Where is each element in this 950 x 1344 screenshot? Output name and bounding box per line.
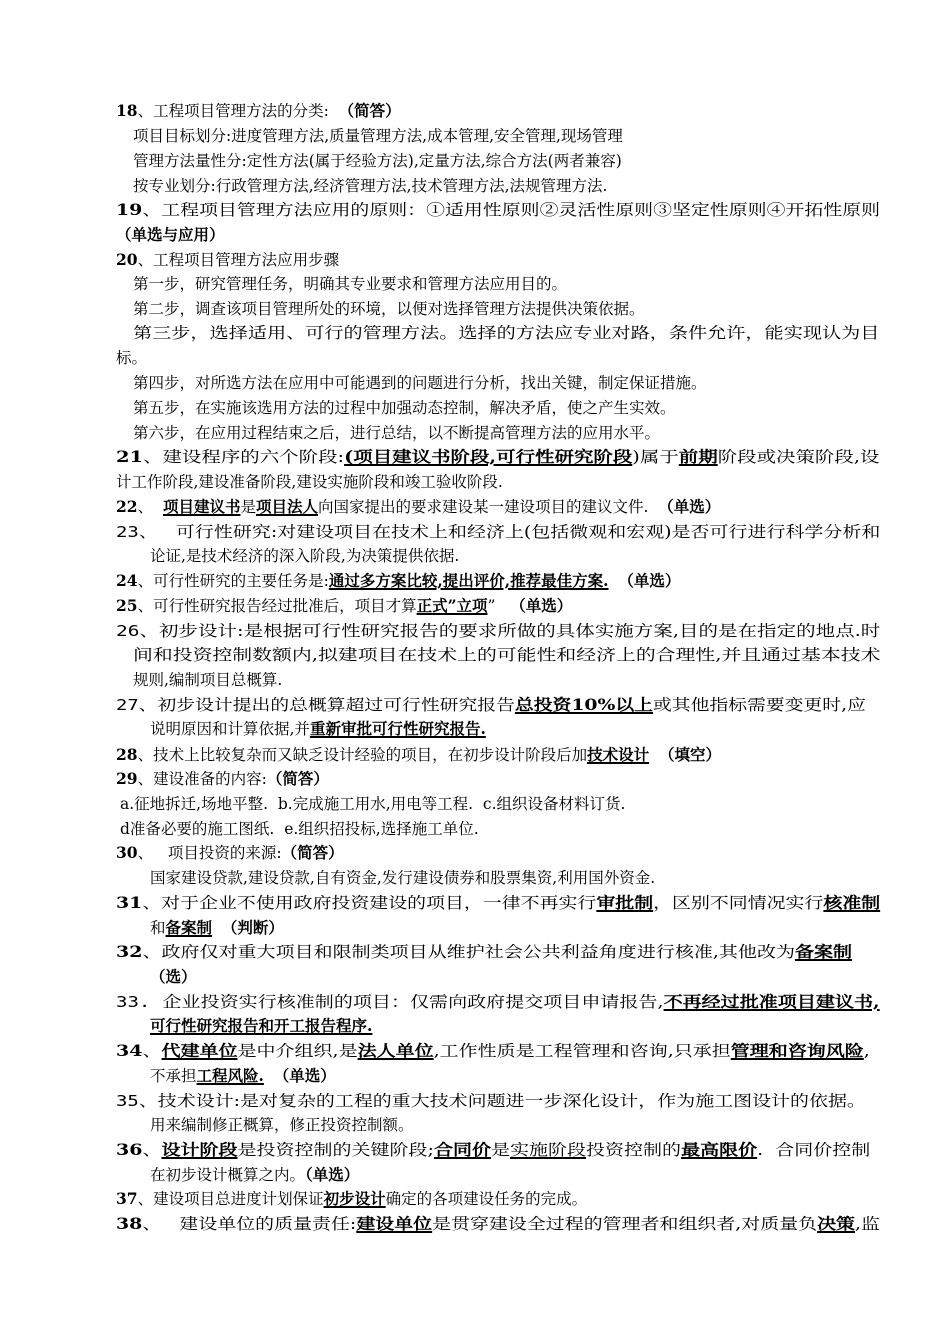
text-run: 是投资控制的关键阶段;	[237, 1141, 434, 1159]
item-20-step-4	[133, 372, 707, 394]
text-run: 法人单位	[357, 1041, 434, 1060]
text-run: )属于	[632, 448, 679, 466]
text-run: 是	[240, 498, 256, 516]
text-run: 32	[116, 942, 143, 961]
text-run: 设计阶段	[161, 1140, 238, 1159]
text-run: 、技术上比较复杂而又缺乏设计经验的项目，在初步设计阶段后加	[137, 746, 588, 764]
text-run: 企业投资实行核准制的项目：仅需向政府提交项目申请报告,	[150, 993, 664, 1011]
text-run	[609, 572, 619, 590]
item-20-step-2	[133, 298, 645, 320]
text-run: ,	[863, 1042, 870, 1060]
text-run: 间和投资控制数额内,拟建项目在技术上的可能性和经济上的合理性,并且通过基本技术	[133, 646, 881, 664]
text-run: 实施阶段	[510, 1141, 587, 1159]
text-run: 26	[116, 622, 140, 640]
text-run: d准备必要的施工图纸. e.组织招投标,选择施工单位.	[120, 820, 479, 838]
item-18-line-1	[133, 125, 623, 147]
text-run: 、 项目投资的来源:	[137, 844, 282, 862]
text-run: 用来编制修正概算，修正投资控制额。	[150, 1116, 414, 1134]
item-18-line-3	[133, 175, 607, 197]
text-run: 不承担	[150, 1067, 197, 1085]
item-37	[116, 1188, 587, 1210]
text-run: 代建单位	[161, 1041, 238, 1060]
text-run: 、可行性研究的主要任务是:	[137, 572, 329, 590]
text-run: 第三步，选择适用、可行的管理方法。选择的方法应专业对路，条件允许，能实现认为目	[133, 324, 880, 342]
text-run: 备案制	[165, 918, 213, 937]
text-run: （单选）	[305, 1165, 360, 1184]
text-run: 前期	[678, 447, 718, 466]
item-36-line-2	[150, 1164, 359, 1186]
text-run: 或其他指标需要变更时,应	[653, 696, 866, 714]
item-22	[116, 496, 720, 518]
text-run: 38	[116, 1214, 143, 1233]
item-33-line-1	[116, 991, 880, 1013]
text-run: （简答）	[338, 101, 401, 120]
item-18-line-2	[133, 150, 622, 172]
text-run: 34	[116, 1041, 143, 1060]
text-run: 总投资10%以上	[514, 695, 654, 714]
text-run: 27	[116, 696, 139, 714]
text-run: 第五步，在实施该选用方法的过程中加强动态控制，解决矛盾，使之产生实效。	[133, 399, 676, 417]
item-23-line-1	[116, 521, 880, 543]
text-run: 正式”立项	[416, 596, 488, 615]
text-run: 25	[116, 596, 138, 615]
item-18-title	[116, 100, 401, 122]
text-run: 阶段或决策阶段,设	[717, 448, 880, 466]
text-run: 33.	[116, 993, 151, 1011]
item-26-line-2	[133, 644, 880, 666]
text-run: 核准制	[823, 893, 881, 912]
text-run: 备案制	[794, 942, 853, 961]
text-run: 、工程项目管理方法应用步骤	[137, 251, 340, 269]
text-run: （单选）	[618, 571, 681, 590]
text-run: 第二步，调查该项目管理所处的环境，以便对选择管理方法提供决策依据。	[133, 300, 645, 318]
text-run: （简答）	[281, 843, 344, 862]
text-run: 计工作阶段,建设准备阶段,建设实施阶段和竣工验收阶段.	[116, 473, 503, 491]
text-run: 说明原因和计算依据,并	[150, 720, 310, 738]
text-run: 18	[116, 101, 138, 120]
text-run: 36	[116, 1140, 143, 1159]
text-run: 、建设程序的六个阶段:	[143, 448, 345, 466]
text-run: 第六步，在应用过程结束之后，进行总结，以不断提高管理方法的应用水平。	[133, 424, 661, 442]
text-run	[212, 919, 222, 937]
text-run: 通过多方案比较,提出评价,推荐最佳方案.	[328, 571, 609, 590]
text-run: 、初步设计:是根据可行性研究报告的要求所做的具体实施方案,目的是在指定的地点.时	[139, 622, 881, 640]
text-run	[264, 1067, 274, 1085]
text-run: （简答）	[266, 769, 329, 788]
text-run: 、工程项目管理方法应用的原则：①适用性原则②灵活性原则③坚定性原则④开拓性原则	[142, 201, 881, 219]
text-run: 项目法人	[255, 497, 318, 516]
text-run: （单选与应用）	[116, 225, 225, 244]
text-run: 21	[116, 447, 144, 466]
text-run: 工程风险.	[196, 1066, 264, 1085]
item-26-line-1	[116, 620, 880, 642]
item-20-step-3	[133, 322, 879, 344]
text-run: 论证,是技术经济的深入阶段,为决策提供依据.	[150, 547, 460, 565]
item-19-line-2	[116, 224, 225, 246]
text-run: . 合同价控制	[757, 1141, 871, 1159]
item-30-line-1	[150, 867, 655, 889]
item-19-title	[116, 199, 880, 221]
text-run: 重新审批可行性研究报告.	[309, 719, 486, 738]
text-run: 、初步设计提出的总概算超过可行性研究报告	[138, 696, 515, 714]
item-35-line-2	[150, 1114, 414, 1136]
text-run: 建设单位	[356, 1214, 433, 1233]
text-run: 技术设计	[587, 745, 650, 764]
text-run: （选）	[150, 967, 197, 986]
text-run: 20	[116, 250, 138, 269]
text-run: 可行性研究报告和开工报告程序.	[150, 1016, 373, 1035]
text-run: ,工作性质是工程管理和咨询,只承担	[433, 1042, 731, 1060]
text-run: 决策	[817, 1214, 856, 1233]
item-20-step-6	[133, 422, 660, 444]
text-run: 23	[116, 523, 139, 541]
text-run: 不再经过批准项目建议书,	[663, 992, 880, 1011]
text-run: 24	[116, 571, 138, 590]
item-21-line-2	[116, 471, 503, 493]
text-run: 是中介组织,是	[237, 1042, 358, 1060]
item-34-line-2	[150, 1065, 336, 1087]
item-29-title	[116, 768, 329, 790]
text-run: 向国家提出的要求建设某一建设项目的建议文件.	[317, 498, 659, 516]
text-run: 、 建设单位的质量责任:	[142, 1215, 357, 1233]
text-run: ”	[487, 597, 511, 615]
text-run: 确定的各项建设任务的完成。	[385, 1190, 588, 1208]
item-25	[116, 595, 572, 617]
text-run: 投资控制的	[586, 1141, 682, 1159]
item-31-line-2	[150, 917, 284, 939]
item-28	[116, 744, 721, 766]
text-run: 22	[116, 497, 138, 516]
item-38-line-1	[116, 1213, 880, 1235]
text-run: （填空）	[658, 745, 721, 764]
text-run: 和	[150, 919, 166, 937]
text-run: 19	[116, 200, 143, 219]
text-run: 管理和咨询风险	[730, 1041, 864, 1060]
text-run: 、 可行性研究:对建设项目在技术上和经济上(包括微观和宏观)是否可行进行科学分析和	[138, 523, 881, 541]
text-run: 、	[142, 1141, 162, 1159]
text-run	[649, 746, 659, 764]
item-31-line-1	[116, 892, 880, 914]
text-run: 第一步，研究管理任务，明确其专业要求和管理方法应用目的。	[133, 275, 568, 293]
text-run: 29	[116, 769, 138, 788]
text-run: （单选）	[658, 497, 721, 516]
text-run: 28	[116, 745, 138, 764]
item-20-step-5	[133, 397, 676, 419]
text-run: （单选）	[510, 596, 573, 615]
text-run: 是	[490, 1141, 511, 1159]
item-20-step-3-cont	[116, 347, 147, 369]
item-29-line-1	[120, 793, 625, 815]
text-run: 37	[116, 1189, 138, 1208]
item-20-step-1	[133, 273, 567, 295]
text-run: 最高限价	[681, 1140, 758, 1159]
item-29-line-2	[120, 818, 479, 840]
text-run: 第四步，对所选方法在应用中可能遇到的问题进行分析，找出关键，制定保证措施。	[133, 374, 707, 392]
text-run: 、	[137, 498, 163, 516]
text-run: 国家建设贷款,建设贷款,自有资金,发行建设债券和股票集资,利用国外资金.	[150, 869, 656, 887]
text-run: 、政府仅对重大项目和限制类项目从维护社会公共利益角度进行核准,其他改为	[142, 943, 795, 961]
text-run: 在初步设计概算之内。	[150, 1166, 306, 1184]
text-run: 31	[116, 893, 143, 912]
item-27-line-2	[150, 718, 486, 740]
item-21-line-1	[116, 446, 879, 468]
item-32-line-1	[116, 941, 852, 963]
item-33-line-2	[150, 1015, 372, 1037]
text-run: （单选）	[273, 1066, 336, 1085]
item-24	[116, 570, 680, 592]
item-35-line-1	[116, 1090, 866, 1112]
text-run: 标。	[116, 349, 148, 367]
text-run: ，区别不同情况实行	[653, 894, 824, 912]
text-run: ,监	[855, 1215, 880, 1233]
text-run: 合同价	[433, 1140, 491, 1159]
text-run: 审批制	[596, 893, 654, 912]
item-36-line-1	[116, 1139, 870, 1161]
text-run: (项目建议书阶段,可行性研究阶段	[344, 447, 633, 466]
item-27-line-1	[116, 694, 866, 716]
item-20-title	[116, 249, 339, 271]
text-run: 规则,编制项目总概算.	[133, 671, 283, 689]
text-run: 、技术设计:是对复杂的工程的重大技术问题进一步深化设计，作为施工图设计的依据。	[138, 1092, 866, 1110]
text-run: 、	[142, 1042, 162, 1060]
text-run: 35	[116, 1092, 139, 1110]
text-run: 项目建议书	[162, 497, 241, 516]
text-run: 初步设计	[323, 1189, 386, 1208]
text-run: 按专业划分:行政管理方法,经济管理方法,技术管理方法,法规管理方法.	[133, 177, 608, 195]
item-26-line-3	[133, 669, 282, 691]
item-34-line-1	[116, 1040, 870, 1062]
text-run: 、建设准备的内容:	[137, 770, 267, 788]
text-run: 项目目标划分:进度管理方法,质量管理方法,成本管理,安全管理,现场管理	[133, 127, 623, 145]
text-run: 管理方法量性分:定性方法(属于经验方法),定量方法,综合方法(两者兼容)	[133, 152, 622, 170]
item-32-line-2	[150, 966, 197, 988]
item-23-line-2	[150, 545, 459, 567]
text-run: 、对于企业不使用政府投资建设的项目，一律不再实行	[142, 894, 597, 912]
text-run: 、工程项目管理方法的分类:	[137, 102, 339, 120]
text-run: （判断）	[221, 918, 284, 937]
text-run: a.征地拆迁,场地平整. b.完成施工用水,用电等工程. c.组织设备材料订货.	[120, 795, 626, 813]
text-run: 是贯穿建设全过程的管理者和组织者,对质量负	[432, 1215, 818, 1233]
item-30-title	[116, 842, 344, 864]
text-run: 30	[116, 843, 138, 862]
text-run: 、建设项目总进度计划保证	[137, 1190, 324, 1208]
text-run: 、可行性研究报告经过批准后，项目才算	[137, 597, 417, 615]
